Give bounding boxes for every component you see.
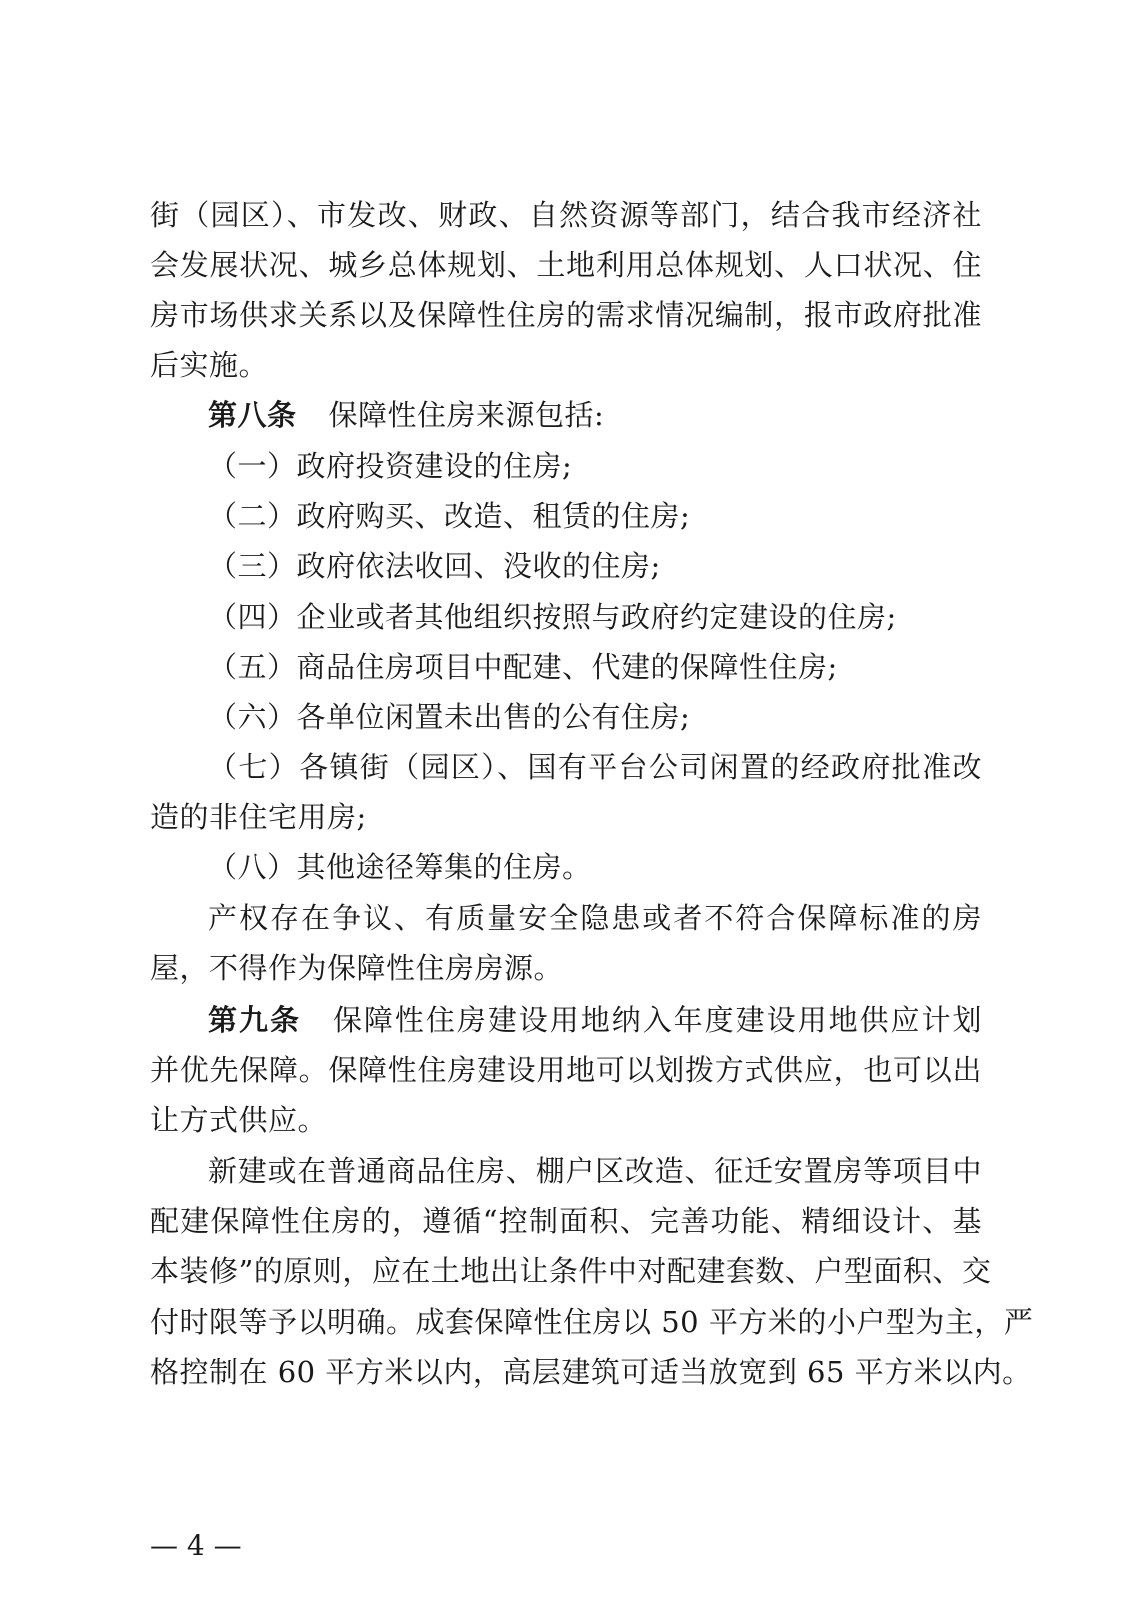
article-9-line bbox=[208, 995, 982, 1045]
body-line: 格控制在 60 平方米以内，高层建筑可适当放宽到 65 平方米以内。 bbox=[150, 1355, 1032, 1389]
body-line: 付时限等予以明确。成套保障性住房以 50 平方米的小户型为主，严 bbox=[150, 1305, 1034, 1339]
page-number: — 4 — bbox=[150, 1529, 242, 1562]
body-line: 新建或在普通商品住房、棚户区改造、征迁安置房等项目中 bbox=[208, 1154, 982, 1188]
body-line: 产权存在争议、有质量安全隐患或者不符合保障标准的房 bbox=[208, 901, 982, 935]
article-8-text: 保障性住房来源包括: bbox=[328, 398, 605, 432]
list-item: （一）政府投资建设的住房; bbox=[208, 449, 573, 483]
body-line: 会发展状况、城乡总体规划、土地利用总体规划、人口状况、住 bbox=[150, 248, 982, 282]
article-9-text: 保障性住房建设用地纳入年度建设用地供应计划 bbox=[332, 1003, 982, 1037]
body-line: 本装修”的原则，应在土地出让条件中对配建套数、户型面积、交 bbox=[150, 1254, 992, 1288]
list-item: （七）各镇街（园区）、国有平台公司闲置的经政府批准改 bbox=[208, 750, 982, 784]
list-item: （四）企业或者其他组织按照与政府约定建设的住房; bbox=[208, 600, 897, 634]
article-8-line bbox=[208, 390, 604, 440]
list-item: （五）商品住房项目中配建、代建的保障性住房; bbox=[208, 650, 838, 684]
list-item-continued: 造的非住宅用房; bbox=[150, 800, 367, 834]
body-line: 让方式供应。 bbox=[150, 1103, 328, 1137]
body-line: 配建保障性住房的，遵循“控制面积、完善功能、精细设计、基 bbox=[150, 1204, 982, 1238]
list-item: （八）其他途径筹集的住房。 bbox=[208, 850, 592, 884]
list-item: （六）各单位闲置未出售的公有住房; bbox=[208, 700, 691, 734]
body-line: 后实施。 bbox=[150, 348, 269, 382]
list-item: （三）政府依法收回、没收的住房; bbox=[208, 549, 661, 583]
body-line: 街（园区）、市发改、财政、自然资源等部门，结合我市经济社 bbox=[150, 198, 982, 232]
body-line: 并优先保障。保障性住房建设用地可以划拨方式供应，也可以出 bbox=[150, 1053, 982, 1087]
article-9-heading: 第九条 bbox=[208, 1003, 301, 1037]
body-line: 屋，不得作为保障性住房房源。 bbox=[150, 951, 564, 985]
body-line: 房市场供求关系以及保障性住房的需求情况编制，报市政府批准 bbox=[150, 298, 982, 332]
article-8-heading: 第八条 bbox=[208, 398, 297, 432]
list-item: （二）政府购买、改造、租赁的住房; bbox=[208, 499, 691, 533]
